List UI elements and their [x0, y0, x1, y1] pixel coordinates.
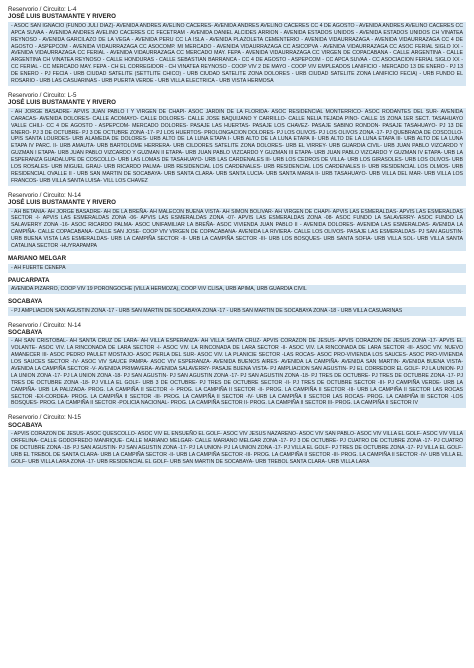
district-name: [8, 199, 466, 206]
district-name: [8, 329, 466, 336]
district-name-text: SOCABAYA: [8, 421, 43, 429]
reservoir-heading: Reservorio / Circuito: L-4: [8, 6, 77, 13]
subsection-heading: MARIANO MELGAR: [8, 255, 67, 262]
locality-list: - AH JORGE BASADRE- APVIS JUAN PABLO I Y VIRGEN DE CHAPI- ASOC JARDIN DE LA FLORIDA- ASOC RESIDENCIAL MONTERRICO- ASOC RODANTES DEL SUR- AVENIDA CARACAS- AVENIDA DOLORES- CALLE ACOMAYO- CALLE DOLORES- CALLE JOSE BAQUIJANO Y CARRILLO- CALLE NELIA TEJADA PINO- CALLE 15 ZONA 1ER SECT. TASAHUAYO VALLE CHILI- CC 4 DE AGOSTO - ASPEPCOM- MERCADO DOLORES- PASAJE LAS HUERTAS- PASAJE LOS CHAVEZ- PASAJE SABINO RONDON- PASAJE TASAHUAYO- PJ 13 DE ENERO- PJ 3 DE OCTUBRE- PJ 3 DE OCTUBRE ZONA -17- PJ LOS HUERTOS- PROLONGACION DOLORES- PJ LOS OLIVOS- PJ LOS OLIVOS ZONA -17- PJ QUEBRADA DE COSCOLLO- UPIS SANTA LOURDES- URB ALAMEDA DE DOLORES- URB ALTO DE LA LUNA ETAPA I- URB ALTO DE LA LUNA ETAPA II- URB ALTO DE LA LUNA ETAPA III- URB ALTO DE LA LUNA ETAPA IV PARC. II- URB AMAUTA- URB BARTOLOME HERRERA- URB CILDORES SATELITE ZONA DOLORES- URB EL VIRREY- URB GUARDIA CIVIL- URB JUAN PABLO VIZCARDO Y GUZMAN I ETAPA- URB JUAN PABLO VIZCARDO Y GUZMAN II ETAPA- URB JUAN PABLO VIZCARDO Y GUZMAN III ETAPA- URB JUAN PABLO VIZCARDO Y GUZMAN IV ETAPA- URB LA ESPERANZA GUADALUPE DE COSCOLLO- URB LAS LOMAS DE TASAHUAYO- URB LAS CARDENALES III- URB LOS CEDROS DE VILLA- URB LOS GIRASOLES- URB LOS OLIVOS- URB LOS ROSALES- URB MIGUEL GRAU- URB RICARDO PALMA- URB RESIDENCIAL LOS CARDENALES- URB RESIDENCIAL LOS CARDENALES II- URB RESIDENCIAL LOS OLMOS- URB RESIDENCIAL OVALLE II - URB SAN MARTIN DE SOCABAYA- URB SANTA CLARA- URB SANTA LUCIA- URB SANTA MARIA II- URB TASAHUAYO- URB VILLA DEL MAR- URB VILLA LOS FRANCOS- URB VILLA SANTA LUISA- VILL LOS CHAVEZ: [8, 108, 466, 186]
subsection-heading: PAUCARPATA: [8, 276, 50, 284]
locality-list: - AH BETANIA- AH JORGE BASADRE- AH DE LA BREÑA- AH MALECON BUENA VISTA- AH SIMON BOLIVAR- AH VIRGEN DE CHAPI- APVIS LAS ESMERALDAS- APVIS LAS ESMERALDAS SECTOR -I- APVIS LAS ESMERALDAS ZONA -06- APVIS LAS ESMERALDAS ZONA -07- APVIS LAS ESMERALDAS ZONA -08- ASOC FUNDO LA SALAVERRY- ASOC FUNDO LA SALAVERRY ZONA -16- ASOC RICARDO PALMA- ASOC UNIFAMILIAR LA BREÑA- ASOC VIVIENDA JUAN PABLO II - AVENIDA DOLORES- AVENIDA LAS ESMERALDAS- AVENIDA LA CAMPIÑA- CALLE COPACABANA- CALLE SAN JOSE- COOP VIV VIRGEN DE COPACABANA- AVENIDA LA RIVIERA- CALLE LOS OLIVOS- PASAJE LAS ESMERALDAS- PJ SAN AGUSTIN- URB BUENA VISTA LAS ESMERALDAS- URB LA CAMPIÑA SECTOR -II- URB LA CAMPIÑA SECTOR -III- URB LOS BOSQUES- URB SANTA SOFIA- URB VILLA SOL- URB VILLA SANTA CATALINA SECTOR -HUYRAPAMPA: [8, 208, 466, 251]
district-name: [8, 99, 466, 106]
district-name-text: SOCABAYA: [8, 328, 43, 336]
district-name-text: JOSÉ LUIS BUSTAMANTE Y RIVERO: [8, 13, 116, 21]
district-name: [8, 13, 466, 20]
section-n14-b: [8, 322, 466, 409]
subsection-list: AVENIDA PIZARRO, COOP VIV 19 PORONGOCHE (VILLA HERMOZA), COOP VIV CLISA, URB APIMA, URB GUARDIA CIVIL: [8, 285, 466, 294]
reservoir-heading: Reservorio / Circuito: N-14: [8, 191, 81, 199]
locality-list: - AH SAN CRISTOBAL- AH SANTA CRUZ DE LARA- AH VILLA ESPERANZA- AH VILLA SANTA CRUZ- APVIS CORAZON DE JESUS- APVIS CORAZON DE JESUS ZONA -17- APVIS EL VOLANTE- ASOC VIV. LA RINCONADA DE LARA SECTOR -I- ASOC VIV. LA RINCONADA DE LARA SECTOR -II- ASOC VIV. LA RINCONADA DE LARA SECTOR -III- ASOC VIV. NUEVO AMANECER III- ASOC PEDRO PAULET MOSTAJO- ASOC PERLA DEL SUR- ASOC VIV. LA PLANICIE SECTOR -LAS ROCAS- ASOC PRO-VIVIENDA LOS SAUCES- ASOC PRO-VIVIENDA LOS SAUCES SECTOR -IV- ASOC VIV SAUCE PAMPA- ASOC VIV ESPERANZA- AVENIDA BUENOS AIRES- AVENIDA LA CAMPIÑA- AVENIDA SAN MARTIN- AVENIDA BUENA VISTA- AVENIDA LA CAMPIÑA SECTOR -V- AVENIDA PRIMAVERA- AVENIDA SALAVERRY- PASAJE BUENA VISTA- PJ AMPLIACION SAN AGUSTIN- PJ EL CORREDOR EL GOLF- PJ LA UNION- PJ LA UNION ZONA -17- PJ LA UNION ZONA -18- PJ SAN AGUSTIN- PJ SAN AGUSTIN ZONA -17- PJ SAN AGUSTIN ZONA -18- PJ TRES DE OCTUBRE- PJ TRES DE OCTUBRE ZONA -17- PJ TRES DE OCTUBRE ZONA -18- PJ VILLA EL GOLF- URB 3 DE OCTUBRE- PJ TRES DE OCTUBRE SECTOR -II- PJ TRES DE OCTUBRE SECTOR -III- PJ CAMPIÑA VERDE- URB LA CAMPIÑA- URB LA PALIZADA- PROG. LA CAMPIÑA II SECTOR -I- PROG. LA CAMPIÑA II SECTOR -II- PROG. LA CAMPIÑA II SECTOR -III- URB LA CAMPIÑA II SECTOR LAS ROCAS SECTOR -EX-CORDEA- PROG. LA CAMPIÑA II SECTOR -III- PROG. LA CAMPIÑA II SECTOR -IV- URB LA CAMPIÑA II SECTOR LAS ROCAS- PROG. LA CAMPIÑA III SECTOR -LOS BOSQUES- PROG. LA CAMPIÑA II SECTOR -POLICIA NACIONAL- PROG. LA CAMPIÑA SECTOR II- PROG. LA CAMPIÑA II SECTOR III- PROG. LA CAMPIÑA II SECTOR IV: [8, 337, 466, 408]
section-l4: [8, 6, 466, 86]
locality-list: - ASOC SAN IGNACIO (FUNDO JULI DIAZ)- AVENIDA ANDRES AVELINO CACERES- AVENIDA ANDRES AVELINO CACERES CC 4 DE AGOSTO - AVENIDA ANDRES AVELINO CACERES CC APCA SUVAA - AVENIDA ANDRES AVELINO CACERES CC FECETRAM - AVENIDA DANIEL ALCIDES ARRION - AVENIDA ESTADOS UNIDOS - AVENIDA ESTADOS UNIDOS CH VINATEA REYNOSO - AVENIDA GARCILAZO DE LA VEGA - AVENIDA PERU CC LA ISLA - AVENIDA PLAZOLETA CEMENTERIO - AVENIDA VIDAURRAZAGA - AVENIDA VIDAURRAZAGA CC 4 DE AGOSTO - ASPEPCOM - AVENIDA VIDAURRAZAGA CC ASOCOMP. MI MERCADO - AVENIDA VIDAURRAZAGA CC ASICOPVA - AVENIDA VIDAURRAZAGA CC ASOC FERIAL SIGLO XX - AVENIDA VIDAURRAZAGA CC FERIAL - AVENIDA VIDAURRAZAGA CC MERCADO MAY. FEPA - AVENIDA VIDAURRAZAGA CC VIRGEN DE COPACABANA - CALLE ARGENTINA - CALLE ARGENTINA CH VINATEA REYNOSO - CALLE HONDURAS - CALLE SEBASTIAN BARRANCA - CC 4 DE AGOSTO - ASPEPCOM - CC APCA SUVAA - CC ASOCIACION FERIAL SIGLO XX - CC FERIAL - CC MERCADO MAY. FEPA - CH EL CORREGIDOR - CH VINATEA REYNOSO - COOP VIV 2 DE MAYO - COOP VIV EMPLEADOS LANIFICIO - MERCADO 13 DE ENERO - PJ 13 DE ENERO - PJ FECIA - URB CIUDAD SATELITE (SETTLITE CHICO) - URB CIUDAD SATELITE ZONA DOLORES - URB CIUDAD SATELITE ZONA LANIFICIO FECIA) - URB FUNDO EL ROSARIO - URB LAS CASUARINAS - URB PUERTA VERDE - URB VILLA ELECTRICA - URB VISTA HERMOSA: [8, 22, 466, 86]
section-l5: [8, 92, 466, 186]
district-name: [8, 422, 466, 429]
subsection-list: - AH FUERTE CENEPA: [8, 264, 466, 273]
subsection-heading: SOCABAYA: [8, 298, 43, 305]
district-name-text: JOSÉ LUIS BUSTAMANTE Y RIVERO: [8, 199, 116, 207]
locality-list: - APVIS CORAZON DE JESUS- ASOC QUESCOLLO- ASOC VIV EL ENSUEÑO EL GOLF- ASOC VIV JESUS NAZARENO- ASOC VIV SAN PABLO- ASOC VIV VILLA EL GOLF- ASOC VIV VILLA ORFELINA- CALLE GODOFREDO MANRIQUE- CALLE MARIANO MELGAR- CALLE MARIANO MELGAR ZONA -17- PJ 3 DE OCTUBRE- PJ CUATRO DE OCTUBRE ZONA -17- PJ CUATRO DE OCTUBRE ZONA -18- PJ SAN AGUSTIN- PJ SAN AGUSTIN ZONA -17- PJ LA UNION- PJ LA UNION ZONA -17- PJ VILLA EL GOLF- PJ TRES DE OCTUBRE ZONA -17- PJ VILLA EL GOLF- URB EL TREBOL DE SANTA CLARA- URB LA CAMPIÑA SECTOR -II- URB LA CAMPIÑA SECTOR -III- PROG. LA CAMPIÑA II SECTOR -III- PROG. LA CAMPIÑA II SECTOR -IV- URB VILLA EL GOLF- URB VILLA LARA ZONA -17- URB RESIDENCIAL EL GOLF- URB SAN MARTIN DE SOCABAYA- URB TREBOL SANTA CLARA- URB VILLA LARA: [8, 430, 466, 467]
reservoir-heading: Reservorio / Circuito: N-15: [8, 414, 81, 422]
district-name-text: JOSÉ LUIS BUSTAMANTE Y RIVERO: [8, 99, 116, 107]
subsection-list: - PJ AMPLIACION SAN AGUSTIN ZONA -17 - URB SAN MARTIN DE SOCABAYA ZONA -17 - URB SAN MARTIN DE SOCABAYA ZONA -18 - URB VILLA CASUARINAS: [8, 307, 466, 316]
section-n15: [8, 414, 466, 466]
reservoir-heading: Reservorio / Circuito: L-5: [8, 91, 77, 99]
reservoir-heading: Reservorio / Circuito: N-14: [8, 321, 81, 329]
section-n14-a: [8, 192, 466, 316]
